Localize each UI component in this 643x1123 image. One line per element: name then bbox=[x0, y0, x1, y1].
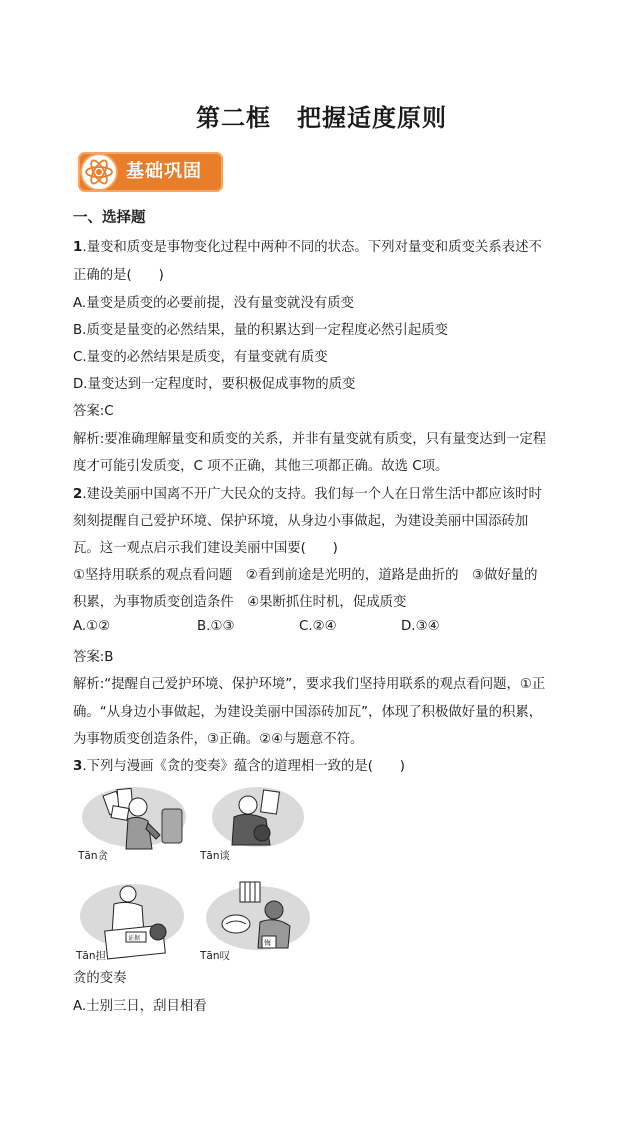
q2-options bbox=[73, 619, 553, 637]
paper-label-evidence: 证据 bbox=[128, 935, 141, 942]
q1-stem-line-1: 1.量变和质变是事物变化过程中两种不同的状态。下列对量变和质变关系表述不 bbox=[73, 240, 542, 255]
q1-number: 1 bbox=[73, 240, 83, 255]
paper-label-regret: 悔 bbox=[264, 939, 271, 947]
q1-option-d: D.量变达到一定程度时，要积极促成事物的质变 bbox=[73, 377, 356, 392]
cartoon-caption-2: Tān谈 bbox=[200, 850, 231, 862]
q2-stem-line-2: 刻刻提醒自己爱护环境、保护环境，从身边小事做起，为建设美丽中国添砖加 bbox=[73, 514, 529, 529]
badge-label: 基础巩固 bbox=[126, 161, 202, 182]
section-badge bbox=[78, 152, 223, 192]
cartoon-title: 贪的变奏 bbox=[73, 971, 127, 986]
q2-option-d: D.③④ bbox=[401, 619, 440, 634]
q2-items-line-2: 积累，为事物质变创造条件 ④果断抓住时机，促成质变 bbox=[73, 595, 407, 610]
cartoon-caption-3: Tān担 bbox=[76, 950, 107, 962]
q2-option-b: B.①③ bbox=[197, 619, 235, 634]
q1-stem-line-2: 正确的是( ) bbox=[73, 268, 164, 283]
q2-explanation-line-2: 确。“从身边小事做起，为建设美丽中国添砖加瓦”，体现了积极做好量的积累， bbox=[73, 705, 543, 720]
title-part-2: 把握适度原则 bbox=[297, 103, 447, 132]
q2-items-line-1: ①坚持用联系的观点看问题 ②看到前途是光明的，道路是曲折的 ③做好量的 bbox=[73, 568, 538, 583]
q2-number: 2 bbox=[73, 487, 83, 502]
q1-explanation-line-1: 解析:要准确理解量变和质变的关系，并非有量变就有质变，只有量变达到一定程 bbox=[73, 432, 547, 447]
cartoon-caption-4: Tān叹 bbox=[200, 950, 231, 962]
cartoon-caption-1: Tān贪 bbox=[78, 850, 109, 862]
atom-icon bbox=[82, 155, 116, 189]
q1-option-a: A.量变是质变的必要前提，没有量变就没有质变 bbox=[73, 296, 354, 311]
q2-option-a: A.①② bbox=[73, 619, 111, 634]
q2-answer: 答案:B bbox=[73, 650, 114, 665]
q2-explanation-line-1: 解析:“提醒自己爱护环境、保护环境”，要求我们坚持用联系的观点看问题，①正 bbox=[73, 677, 546, 692]
q3-stem: 3.下列与漫画《贪的变奏》蕴含的道理相一致的是( ) bbox=[73, 759, 406, 774]
page-title bbox=[0, 98, 643, 133]
q2-explanation-line-3: 为事物质变创造条件，③正确。②④与题意不符。 bbox=[73, 732, 364, 747]
q3-option-a: A.士别三日，刮目相看 bbox=[73, 999, 207, 1014]
q2-stem-line-3: 瓦。这一观点启示我们建设美丽中国要( ) bbox=[73, 541, 338, 556]
q1-answer: 答案:C bbox=[73, 404, 114, 419]
q1-explanation-line-2: 度才可能引发质变，C 项不正确，其他三项都正确。故选 C项。 bbox=[73, 459, 449, 474]
cartoon-panel-greed bbox=[76, 779, 188, 859]
section-heading: 一、选择题 bbox=[73, 210, 146, 226]
q1-option-b: B.质变是量变的必然结果，量的积累达到一定程度必然引起质变 bbox=[73, 323, 448, 338]
q2-stem-line-1: 2.建设美丽中国离不开广大民众的支持。我们每一个人在日常生活中都应该时时 bbox=[73, 487, 542, 502]
cartoon-panel-talk bbox=[210, 779, 310, 859]
q3-number: 3 bbox=[73, 759, 83, 774]
q1-option-c: C.量变的必然结果是质变，有量变就有质变 bbox=[73, 350, 328, 365]
title-part-1: 第二框 bbox=[196, 103, 271, 132]
q2-option-c: C.②④ bbox=[299, 619, 337, 634]
